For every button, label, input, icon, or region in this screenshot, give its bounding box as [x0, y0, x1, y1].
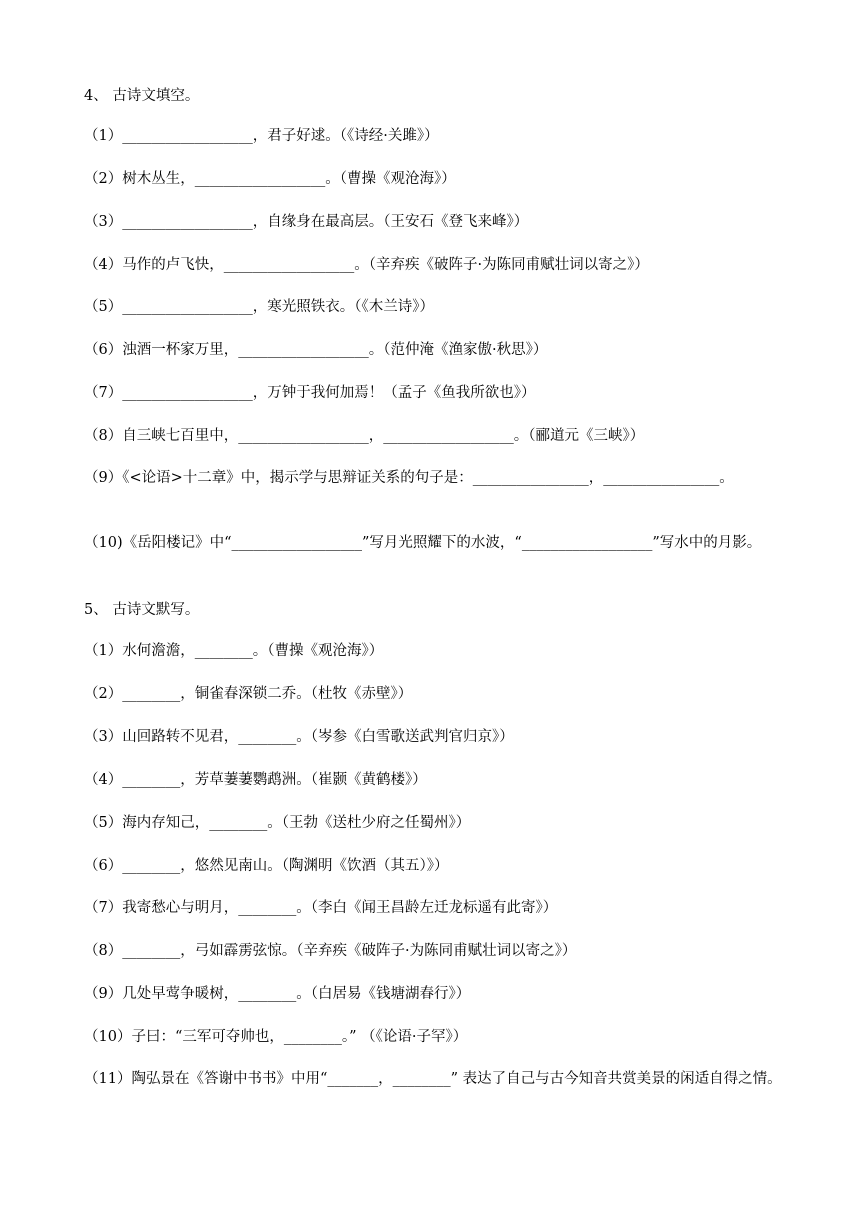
section-5-item-8: （8）________，弓如霹雳弦惊。（辛弃疾《破阵子·为陈同甫赋壮词以寄之》）: [84, 943, 577, 959]
section-5-item-4: （4）________，芳草萋萋鹦鹉洲。（崔颢《黄鹤楼》）: [84, 772, 427, 788]
section-4-item-2: （2）树木丛生，__________________。（曹操《观沧海》）: [84, 171, 456, 187]
section-5-item-6: （6）________，悠然见南山。（陶渊明《饮酒（其五）》）: [84, 858, 449, 874]
section-5-item-2: （2）________，铜雀春深锁二乔。（杜牧《赤壁》）: [84, 686, 413, 702]
section-4-item-1: （1）__________________，君子好逑。（《诗经·关雎》）: [84, 128, 439, 144]
section-5-title: 5、 古诗文默写。: [84, 602, 200, 618]
section-5-item-11: （11）陶弘景在《答谢中书书》中用“_______，________” 表达了自己与古今知音共赏美景的闲适自得之情。: [84, 1071, 782, 1087]
section-5-item-5: （5）海内存知己，________。（王勃《送杜少府之任蜀州》）: [84, 815, 471, 831]
section-4-item-7: （7）__________________，万钟于我何加焉！（孟子《鱼我所欲也》）: [84, 385, 536, 401]
section-4-item-8: （8）自三峡七百里中，__________________，__________________。（郦道元《三峡》）: [84, 428, 645, 444]
section-5-item-10: （10）子曰：“三军可夺帅也，________。” （《论语·子罕》）: [84, 1029, 468, 1045]
section-5-item-9: （9）几处早莺争暖树，________。（白居易《钱塘湖春行》）: [84, 986, 471, 1002]
section-4-item-9: （9）《<论语>十二章》中，揭示学与思辩证关系的句子是：________________，________________。: [84, 470, 734, 486]
section-5-item-1: （1）水何澹澹，________。（曹操《观沧海》）: [84, 643, 384, 659]
section-5-item-7: （7）我寄愁心与明月，________。（李白《闻王昌龄左迁龙标遥有此寄》）: [84, 900, 558, 916]
section-4-item-3: （3）__________________，自缘身在最高层。（王安石《登飞来峰》）: [84, 214, 529, 230]
section-5-item-3: （3）山回路转不见君，________。（岑参《白雪歌送武判官归京》）: [84, 729, 514, 745]
section-4-title: 4、 古诗文填空。: [84, 88, 200, 104]
section-4-item-10: （10)《岳阳楼记》中“__________________”写月光照耀下的水波，“__________________”写水中的月影。: [84, 535, 762, 551]
section-4-item-5: （5）__________________，寒光照铁衣。（《木兰诗》）: [84, 299, 434, 315]
section-4-item-6: （6）浊酒一杯家万里，__________________。（范仲淹《渔家傲·秋思》）: [84, 342, 548, 358]
section-4-item-4: （4）马作的卢飞快，__________________。（辛弃疾《破阵子·为陈同甫赋壮词以寄之》）: [84, 257, 649, 273]
